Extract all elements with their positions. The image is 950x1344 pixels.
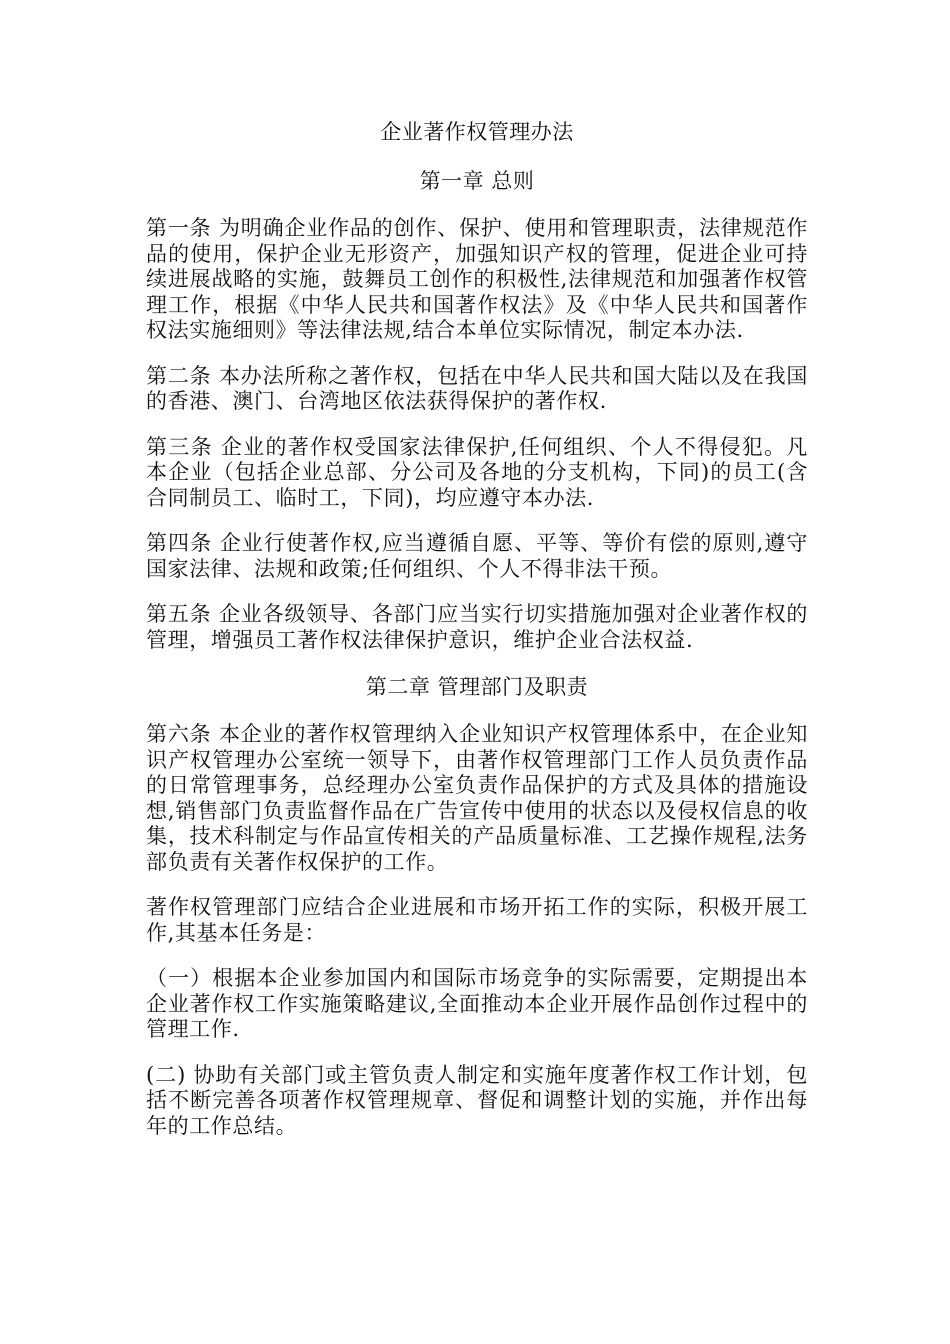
article-2: 第二条 本办法所称之著作权，包括在中华人民共和国大陆以及在我国的香港、澳门、台湾地区依法获得保护的著作权. bbox=[146, 363, 808, 413]
chapter-heading-2: 第二章 管理部门及职责 bbox=[365, 675, 589, 699]
article-6: 第六条 本企业的著作权管理纳入企业知识产权管理体系中，在企业知识产权管理办公室统一领导下，由著作权管理部门工作人员负责作品的日常管理事务，总经理办公室负责作品保护的方式及具体的措施设想,销售部门负责监督作品在广告宣传中使用的状态以及侵权信息的收集，技术科制定与作品宣传相关的产品质量标准、工艺操作规程,法务部负责有关著作权保护的工作。 bbox=[146, 722, 808, 874]
article-1: 第一条 为明确企业作品的创作、保护、使用和管理职责，法律规范作品的使用，保护企业无形资产，加强知识产权的管理，促进企业可持续进展战略的实施，鼓舞员工创作的积极性,法律规范和加强著作权管理工作，根据《中华人民共和国著作权法》及《中华人民共和国著作权法实施细则》等法律法规,结合本单位实际情况，制定本办法. bbox=[146, 216, 808, 342]
chapter-heading-1: 第一章 总则 bbox=[419, 169, 535, 193]
task-item-1: （一）根据本企业参加国内和国际市场竞争的实际需要，定期提出本企业著作权工作实施策略建议,全面推动本企业开展作品创作过程中的管理工作. bbox=[146, 966, 808, 1041]
article-5: 第五条 企业各级领导、各部门应当实行切实措施加强对企业著作权的管理，增强员工著作权法律保护意识，维护企业合法权益. bbox=[146, 602, 808, 652]
tasks-intro: 著作权管理部门应结合企业进展和市场开拓工作的实际，积极开展工作,其基本任务是： bbox=[146, 895, 808, 945]
document-title: 企业著作权管理办法 bbox=[380, 120, 574, 144]
article-4: 第四条 企业行使著作权,应当遵循自愿、平等、等价有偿的原则,遵守国家法律、法规和政策;任何组织、个人不得非法干预。 bbox=[146, 531, 808, 581]
article-3: 第三条 企业的著作权受国家法律保护,任何组织、个人不得侵犯。凡本企业（包括企业总部、分公司及各地的分支机构，下同)的员工(含合同制员工、临时工，下同)，均应遵守本办法. bbox=[146, 434, 808, 510]
document-page bbox=[146, 118, 808, 1159]
task-item-2: (二) 协助有关部门或主管负责人制定和实施年度著作权工作计划，包括不断完善各项著作权管理规章、督促和调整计划的实施，并作出每年的工作总结。 bbox=[146, 1062, 808, 1138]
